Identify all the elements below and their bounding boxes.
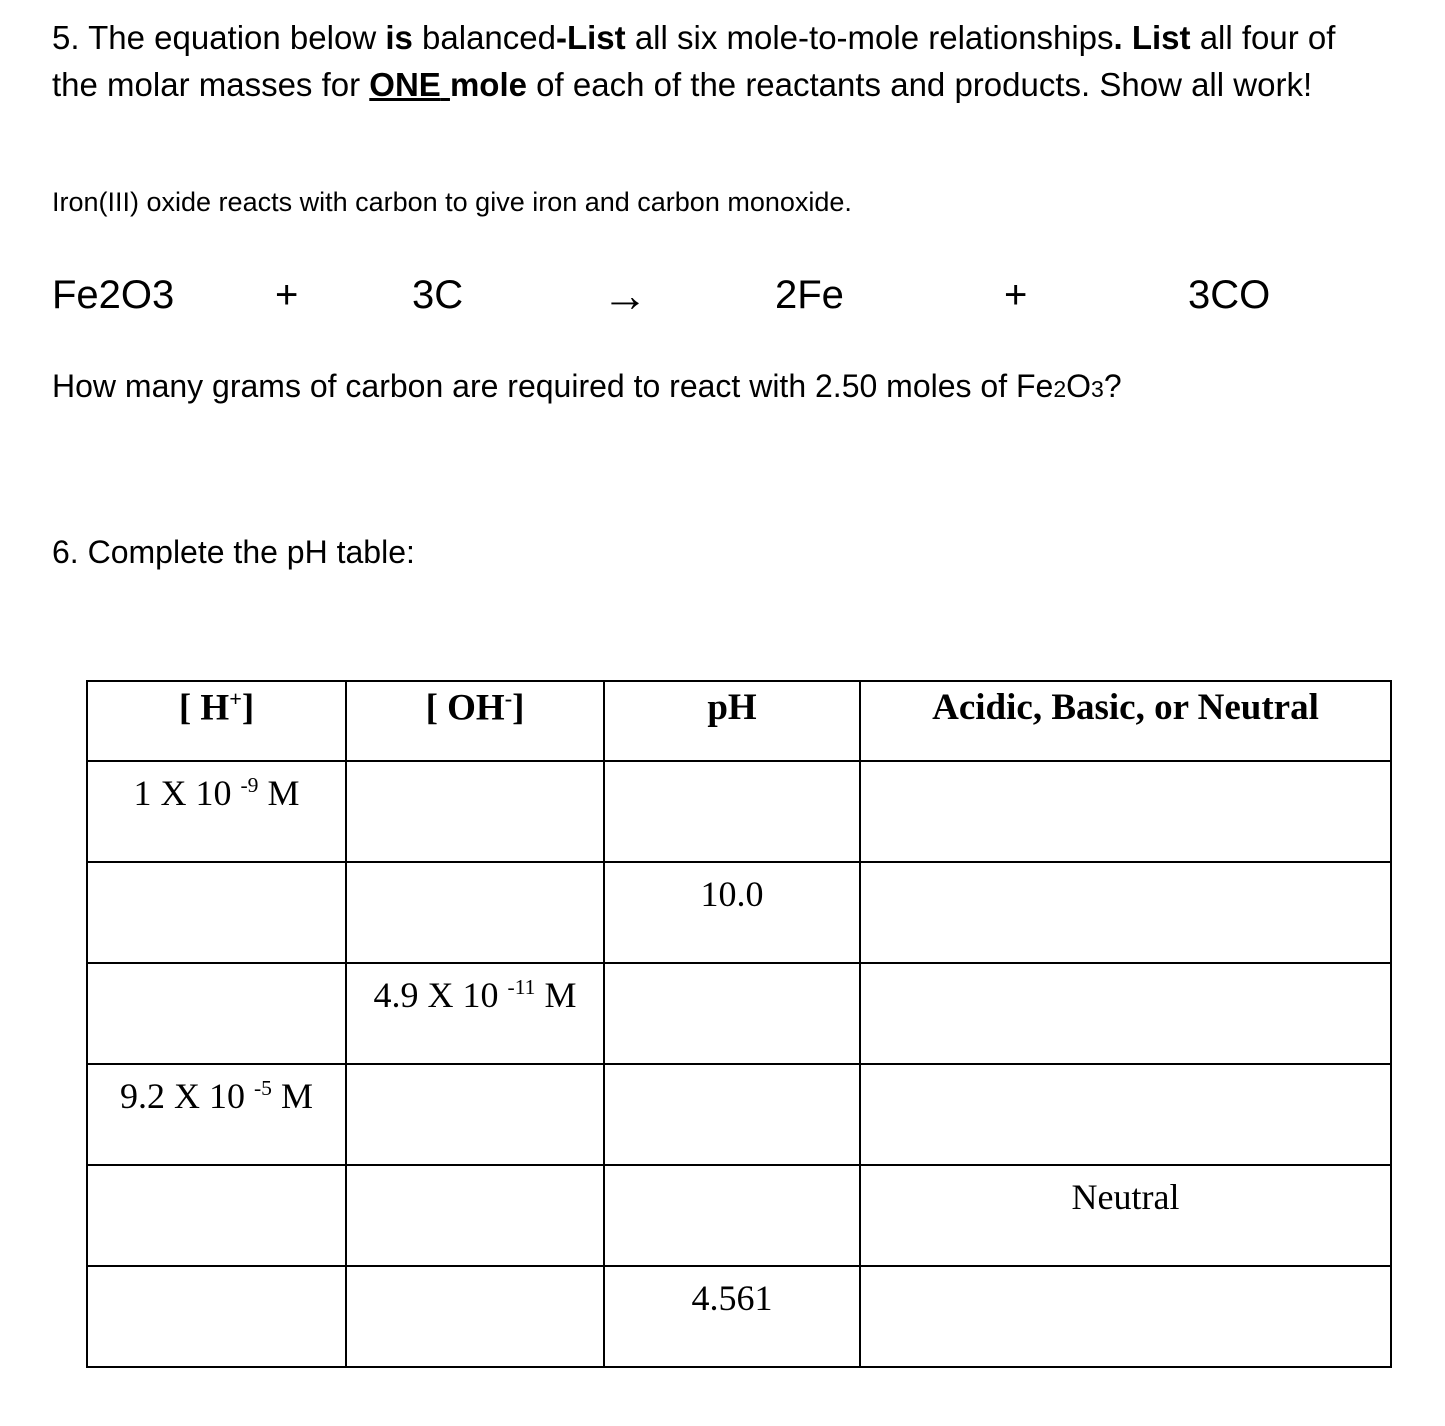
question-5 [52, 14, 1372, 108]
equation-product-iron: 2Fe [775, 273, 844, 317]
q5-bold-list-2: . List [1113, 19, 1191, 56]
equation-reactant-carbon: 3C [412, 273, 464, 317]
table-row [87, 1165, 1391, 1266]
q5-text-3: all six mole-to-mole relationships [634, 19, 1114, 56]
cell-ph[interactable] [604, 1064, 860, 1165]
q5-underline-one: ONE [369, 66, 441, 103]
header-h-concentration: [ H+] [87, 681, 346, 761]
question-6: 6. Complete the pH table: [52, 534, 415, 570]
header-ph: pH [604, 681, 860, 761]
question-sub-2: 2 [1053, 376, 1067, 402]
question-oxygen: O [1066, 368, 1092, 404]
q5-text-2: balanced [422, 19, 556, 56]
reaction-description: Iron(III) oxide reacts with carbon to give iron and carbon monoxide. [52, 187, 852, 217]
cell-h-concentration[interactable] [87, 1165, 346, 1266]
equation-plus-1: + [275, 273, 299, 317]
q5-bold-is: is [385, 19, 413, 56]
q5-bold-list: -List [555, 19, 626, 56]
header-oh-concentration: [ OH-] [346, 681, 604, 761]
cell-oh-concentration[interactable] [346, 761, 604, 862]
q5-text-5: of each of the reactants and products. Show all work! [536, 66, 1313, 103]
table-row [87, 1266, 1391, 1367]
cell-oh-concentration[interactable] [346, 862, 604, 963]
cell-nature[interactable] [860, 963, 1391, 1064]
carbon-grams-question [52, 364, 1122, 411]
cell-h-concentration[interactable]: 1 X 10 $^{-9}$ M [87, 761, 346, 862]
cell-oh-concentration[interactable] [346, 1266, 604, 1367]
cell-h-concentration[interactable] [87, 1266, 346, 1367]
question-sub-3: 3 [1091, 376, 1104, 402]
cell-nature[interactable] [860, 1064, 1391, 1165]
cell-nature[interactable] [860, 1266, 1391, 1367]
ph-table-header [87, 681, 1391, 761]
q5-bold-mole: mole [449, 66, 527, 103]
cell-nature[interactable] [860, 862, 1391, 963]
cell-oh-concentration[interactable] [346, 1165, 604, 1266]
cell-ph[interactable] [604, 963, 860, 1064]
cell-ph[interactable]: 4.561 [604, 1266, 860, 1367]
table-row [87, 761, 1391, 862]
equation-product-co: 3CO [1188, 273, 1271, 317]
header-nature: Acidic, Basic, or Neutral [860, 681, 1391, 761]
cell-h-concentration[interactable] [87, 862, 346, 963]
cell-oh-concentration[interactable] [346, 1064, 604, 1165]
equation-arrow-icon: → [602, 269, 648, 321]
question-text: How many grams of carbon are required to react with 2.50 moles of Fe [52, 368, 1054, 404]
cell-oh-concentration[interactable]: 4.9 X 10 $^{-11}$ M [346, 963, 604, 1064]
cell-nature[interactable]: Neutral [860, 1165, 1391, 1266]
table-row [87, 1064, 1391, 1165]
q5-text-1: The equation below [88, 19, 377, 56]
q5-number: 5. [52, 19, 80, 56]
cell-h-concentration[interactable]: 9.2 X 10 $^{-5}$ M [87, 1064, 346, 1165]
cell-ph[interactable]: 10.0 [604, 862, 860, 963]
equation-reactant-fe2o3: Fe2O3 [52, 273, 175, 317]
question-mark: ? [1103, 368, 1122, 404]
cell-h-concentration[interactable] [87, 963, 346, 1064]
ph-table [86, 680, 1392, 1368]
cell-nature[interactable] [860, 761, 1391, 862]
table-row [87, 862, 1391, 963]
q5-text-4: all four of the molar masses for [52, 19, 1336, 103]
equation-plus-2: + [1004, 273, 1028, 317]
cell-ph[interactable] [604, 1165, 860, 1266]
table-row [87, 963, 1391, 1064]
cell-ph[interactable] [604, 761, 860, 862]
